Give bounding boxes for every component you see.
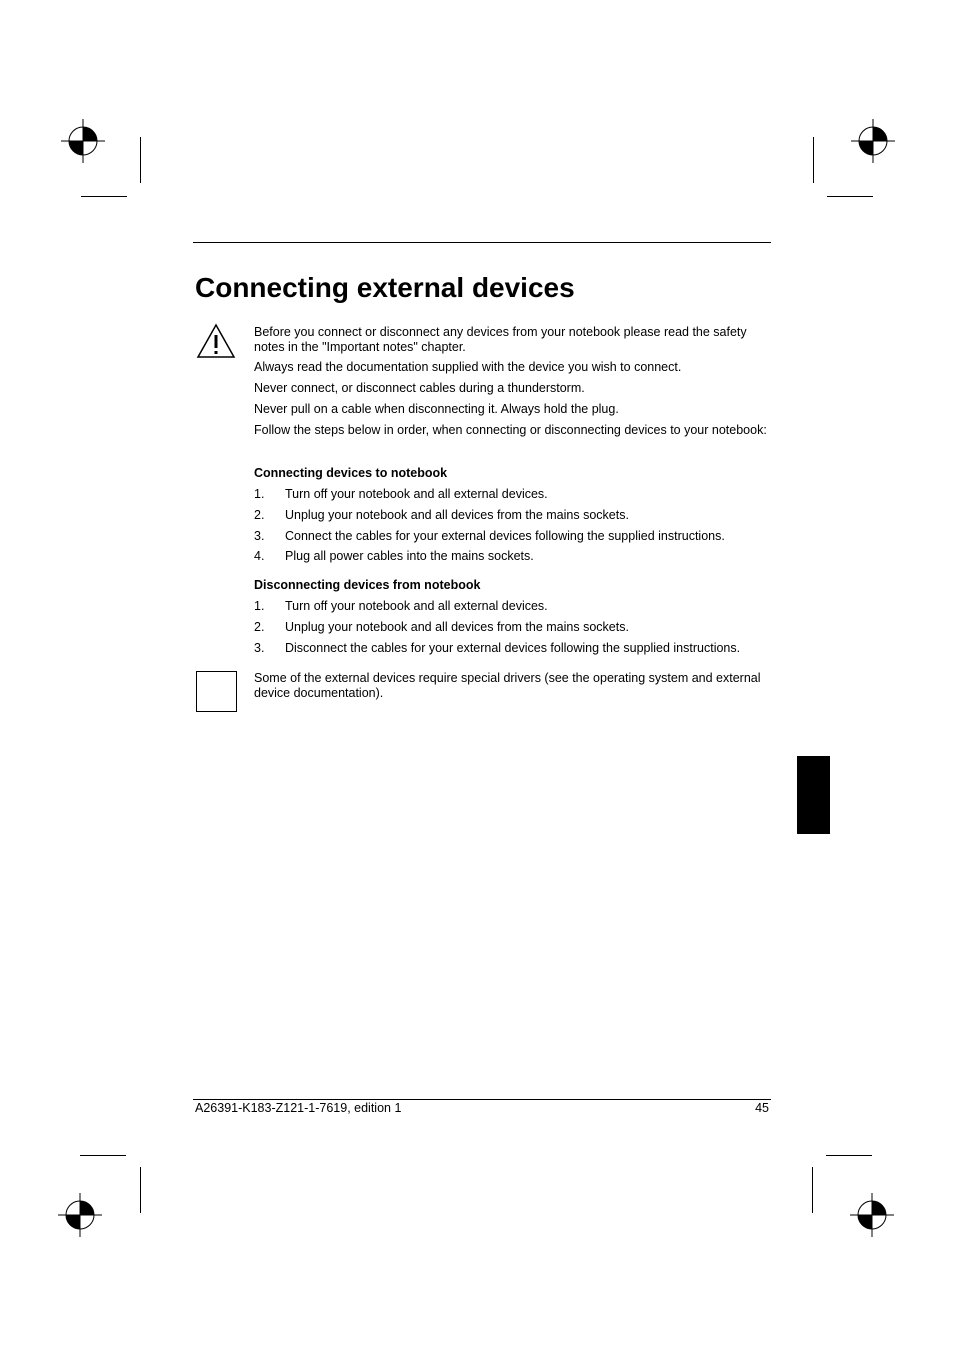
warning-paragraph: Before you connect or disconnect any devices from your notebook please read the safety notes in the "Important notes" chapter. <box>254 325 747 354</box>
warning-paragraph: Never connect, or disconnect cables during a thunderstorm. <box>254 381 585 395</box>
list-text: Plug all power cables into the mains sockets. <box>285 549 534 563</box>
note-box-icon <box>196 671 237 712</box>
crop-line <box>80 1155 126 1156</box>
warning-triangle-icon <box>196 323 236 359</box>
list-number: 3. <box>254 529 265 543</box>
crop-line <box>813 137 814 183</box>
list-text: Disconnect the cables for your external devices following the supplied instructions. <box>285 641 741 655</box>
crop-line <box>140 1167 141 1213</box>
crop-line <box>826 1155 872 1156</box>
header-rule <box>193 242 771 243</box>
registration-mark-icon <box>848 1191 896 1239</box>
list-text: Unplug your notebook and all devices from the mains sockets. <box>285 620 629 634</box>
list-text: Turn off your notebook and all external devices. <box>285 487 548 501</box>
list-number: 4. <box>254 549 265 563</box>
crop-line <box>812 1167 813 1213</box>
list-text: Turn off your notebook and all external devices. <box>285 599 548 613</box>
list-number: 2. <box>254 508 265 522</box>
list-number: 1. <box>254 487 265 501</box>
note-paragraph: Some of the external devices require special drivers (see the operating system and external device documentation). <box>254 671 761 700</box>
page-number: 45 <box>755 1101 769 1115</box>
list-text: Connect the cables for your external devices following the supplied instructions. <box>285 529 725 543</box>
footer-doc-id: A26391-K183-Z121-1-7619, edition 1 <box>195 1101 402 1115</box>
section-heading-connecting: Connecting devices to notebook <box>254 466 448 480</box>
list-number: 1. <box>254 599 265 613</box>
warning-paragraph: Follow the steps below in order, when connecting or disconnecting devices to your notebook: <box>254 423 767 437</box>
section-heading-disconnecting: Disconnecting devices from notebook <box>254 578 481 592</box>
registration-mark-icon <box>59 117 107 165</box>
crop-line <box>81 196 127 197</box>
crop-line <box>827 196 873 197</box>
list-number: 2. <box>254 620 265 634</box>
warning-paragraph: Never pull on a cable when disconnecting it. Always hold the plug. <box>254 402 619 416</box>
warning-paragraph: Always read the documentation supplied with the device you wish to connect. <box>254 360 682 374</box>
list-text: Unplug your notebook and all devices from the mains sockets. <box>285 508 629 522</box>
crop-line <box>140 137 141 183</box>
chapter-tab <box>797 756 830 834</box>
registration-mark-icon <box>849 117 897 165</box>
footer-rule <box>193 1099 771 1100</box>
registration-mark-icon <box>56 1191 104 1239</box>
page-title: Connecting external devices <box>195 272 575 303</box>
list-number: 3. <box>254 641 265 655</box>
